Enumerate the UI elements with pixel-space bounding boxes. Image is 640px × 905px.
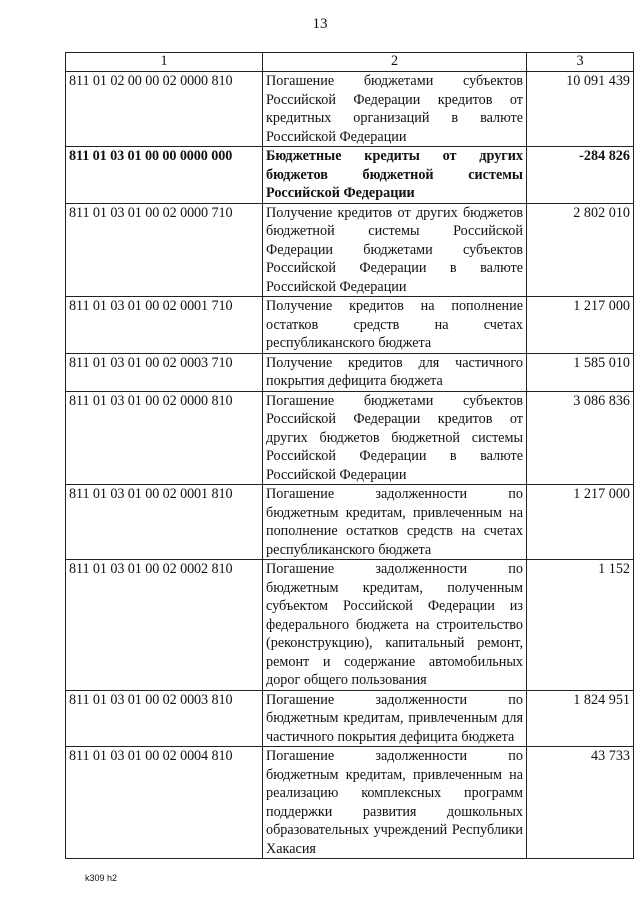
- row-code: 811 01 03 01 00 02 0003 710: [66, 353, 263, 391]
- table-header-row: [66, 53, 634, 72]
- row-name: Погашение бюджетами субъектов Российской Федерации кредитов от других бюджетов бюджетной системы Российской Федерации в валюте Российской Федерации: [263, 391, 527, 485]
- row-amount: 1 824 951: [527, 690, 634, 747]
- row-name: Получение кредитов от других бюджетов бюджетной системы Российской Федерации бюджетами субъектов Российской Федерации в валюте Российской Федерации: [263, 203, 527, 297]
- column-header-code: 1: [66, 53, 263, 72]
- column-header-name: 2: [263, 53, 527, 72]
- row-amount: 1 217 000: [527, 297, 634, 354]
- column-header-amount: 3: [527, 53, 634, 72]
- row-name: Погашение задолженности по бюджетным кредитам, привлеченным для частичного покрытия дефицита бюджета: [263, 690, 527, 747]
- row-amount: 1 217 000: [527, 485, 634, 560]
- page-number: 13: [312, 16, 328, 32]
- row-code: 811 01 03 01 00 00 0000 000: [66, 147, 263, 204]
- row-code: 811 01 03 01 00 02 0002 810: [66, 560, 263, 691]
- row-code: 811 01 03 01 00 02 0003 810: [66, 690, 263, 747]
- row-name: Погашение бюджетами субъектов Российской Федерации кредитов от кредитных организаций в валюте Российской Федерации: [263, 72, 527, 147]
- row-amount: -284 826: [527, 147, 634, 204]
- row-amount: 2 802 010: [527, 203, 634, 297]
- table-row: [66, 485, 634, 560]
- table-row: [66, 147, 634, 204]
- row-amount: 1 152: [527, 560, 634, 691]
- row-amount: 3 086 836: [527, 391, 634, 485]
- row-name: Погашение задолженности по бюджетным кредитам, привлеченным на реализацию комплексных программ поддержки развития дошкольных образовательных учреждений Республики Хакасия: [263, 747, 527, 859]
- table-row: [66, 690, 634, 747]
- row-name: Бюджетные кредиты от других бюджетов бюджетной системы Российской Федерации: [263, 147, 527, 204]
- table-row: [66, 297, 634, 354]
- footer-code: k309 h2: [85, 873, 118, 883]
- row-code: 811 01 03 01 00 02 0001 710: [66, 297, 263, 354]
- table-row: [66, 72, 634, 147]
- table-row: [66, 391, 634, 485]
- row-name: Погашение задолженности по бюджетным кредитам, полученным субъектом Российской Федерации из федерального бюджета на строительство (реконструкцию), капитальный ремонт, ремонт и содержание автомобильных дорог общего пользования: [263, 560, 527, 691]
- row-amount: 1 585 010: [527, 353, 634, 391]
- table-row: [66, 353, 634, 391]
- row-name: Получение кредитов на пополнение остатков средств на счетах республиканского бюджета: [263, 297, 527, 354]
- row-name: Получение кредитов для частичного покрытия дефицита бюджета: [263, 353, 527, 391]
- row-code: 811 01 03 01 00 02 0004 810: [66, 747, 263, 859]
- table-row: [66, 203, 634, 297]
- table-row: [66, 747, 634, 859]
- budget-table: [65, 52, 634, 859]
- row-code: 811 01 03 01 00 02 0000 710: [66, 203, 263, 297]
- row-name: Погашение задолженности по бюджетным кредитам, привлеченным на пополнение остатков средств на счетах республиканского бюджета: [263, 485, 527, 560]
- row-amount: 10 091 439: [527, 72, 634, 147]
- table-row: [66, 560, 634, 691]
- row-code: 811 01 03 01 00 02 0000 810: [66, 391, 263, 485]
- row-code: 811 01 02 00 00 02 0000 810: [66, 72, 263, 147]
- row-amount: 43 733: [527, 747, 634, 859]
- row-code: 811 01 03 01 00 02 0001 810: [66, 485, 263, 560]
